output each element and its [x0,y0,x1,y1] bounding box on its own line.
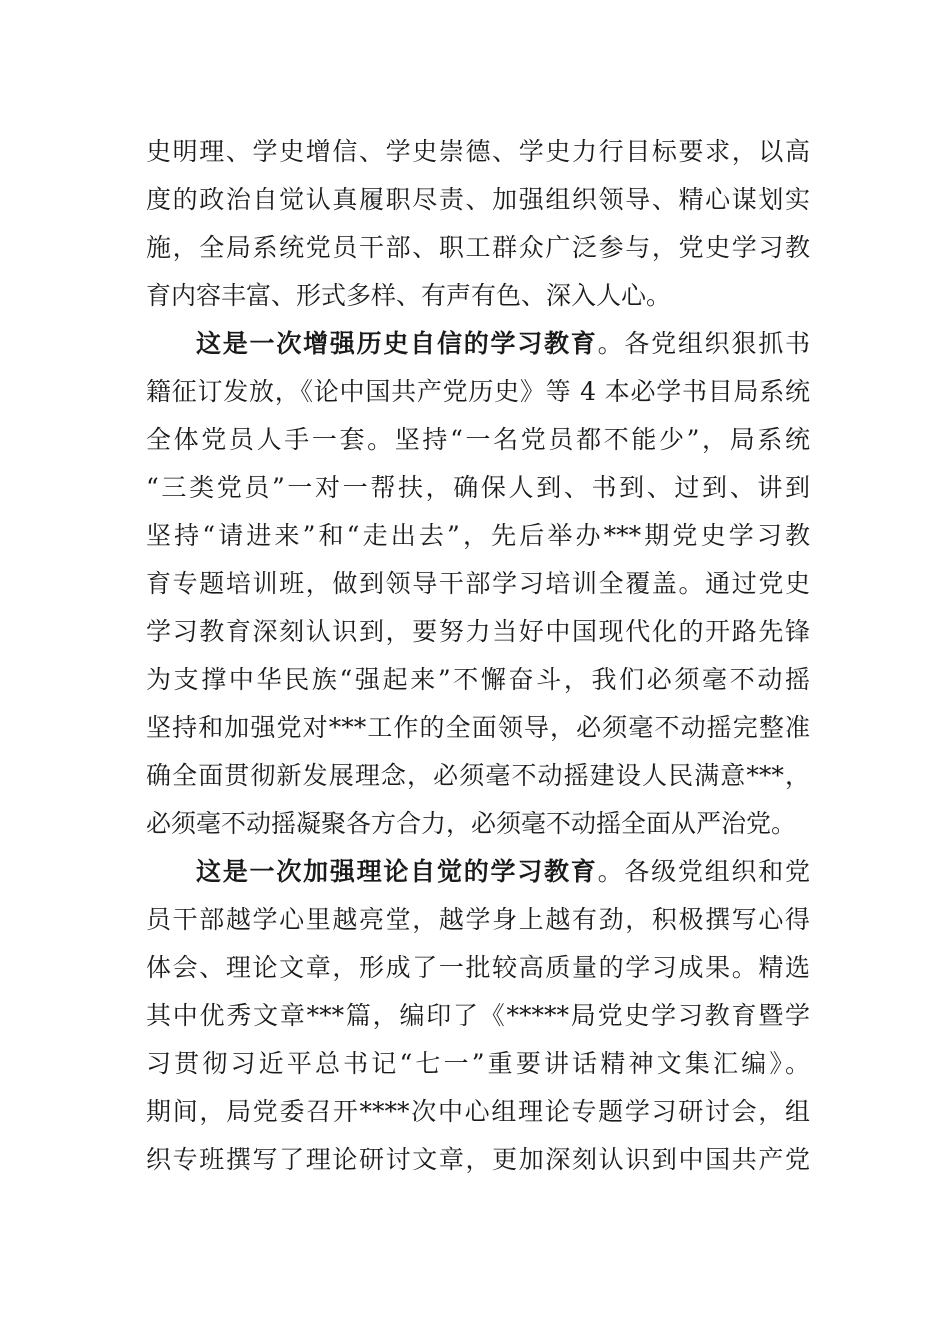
text-line: 坚持和加强党对***工作的全面领导，必须毫不动摇完整准 [146,713,810,742]
body-text [146,128,810,1184]
text-line: 织专班撰写了理论研讨文章，更加深刻认识到中国共产党 [146,1145,810,1174]
text-line: 学习教育深刻认识到，要努力当好中国现代化的开路先锋 [146,617,810,646]
text-line: 全体党员人手一套。坚持“一名党员都不能少”，局系统 [146,425,810,454]
text-line: 其中优秀文章***篇，编印了《*****局党史学习教育暨学 [146,1001,810,1030]
text-line: 体会、理论文章，形成了一批较高质量的学习成果。精选 [146,953,810,982]
paragraph-lead: 这是一次增强历史自信的学习教育 [196,329,598,358]
text-line: 员干部越学心里越亮堂，越学身上越有劲，积极撰写心得 [146,905,810,934]
paragraph [146,320,810,848]
text-line [146,320,810,368]
text-line: 确全面贯彻新发展理念，必须毫不动摇建设人民满意***， [146,761,810,790]
text-line: 施，全局系统党员干部、职工群众广泛参与，党史学习教 [146,233,810,262]
text-line: 史明理、学史增信、学史崇德、学史力行目标要求，以高 [146,137,810,166]
text-line: 度的政治自觉认真履职尽责、加强组织领导、精心谋划实 [146,185,810,214]
text-line: 籍征订发放，《论中国共产党历史》等 4 本必学书目局系统 [146,377,810,406]
text-run: 。各级党组织和党 [597,857,810,886]
text-line: 育专题培训班，做到领导干部学习培训全覆盖。通过党史 [146,569,810,598]
text-line [146,848,810,896]
paragraph [146,128,810,320]
text-line: 习贯彻习近平总书记“七一”重要讲话精神文集汇编》。 [146,1049,810,1078]
paragraph-lead: 这是一次加强理论自觉的学习教育 [196,857,598,886]
text-line: 期间，局党委召开****次中心组理论专题学习研讨会，组 [146,1097,810,1126]
paragraph [146,848,810,1184]
text-line: 坚持“请进来”和“走出去”，先后举办***期党史学习教 [146,521,810,550]
text-run: 。各党组织狠抓书 [597,329,810,358]
text-line: 为支撑中华民族“强起来”不懈奋斗，我们必须毫不动摇 [146,665,810,694]
text-line: 必须毫不动摇凝聚各方合力，必须毫不动摇全面从严治党。 [146,809,797,838]
text-line: “三类党员”一对一帮扶，确保人到、书到、过到、讲到 [146,473,810,502]
text-line: 育内容丰富、形式多样、有声有色、深入人心。 [146,281,672,310]
